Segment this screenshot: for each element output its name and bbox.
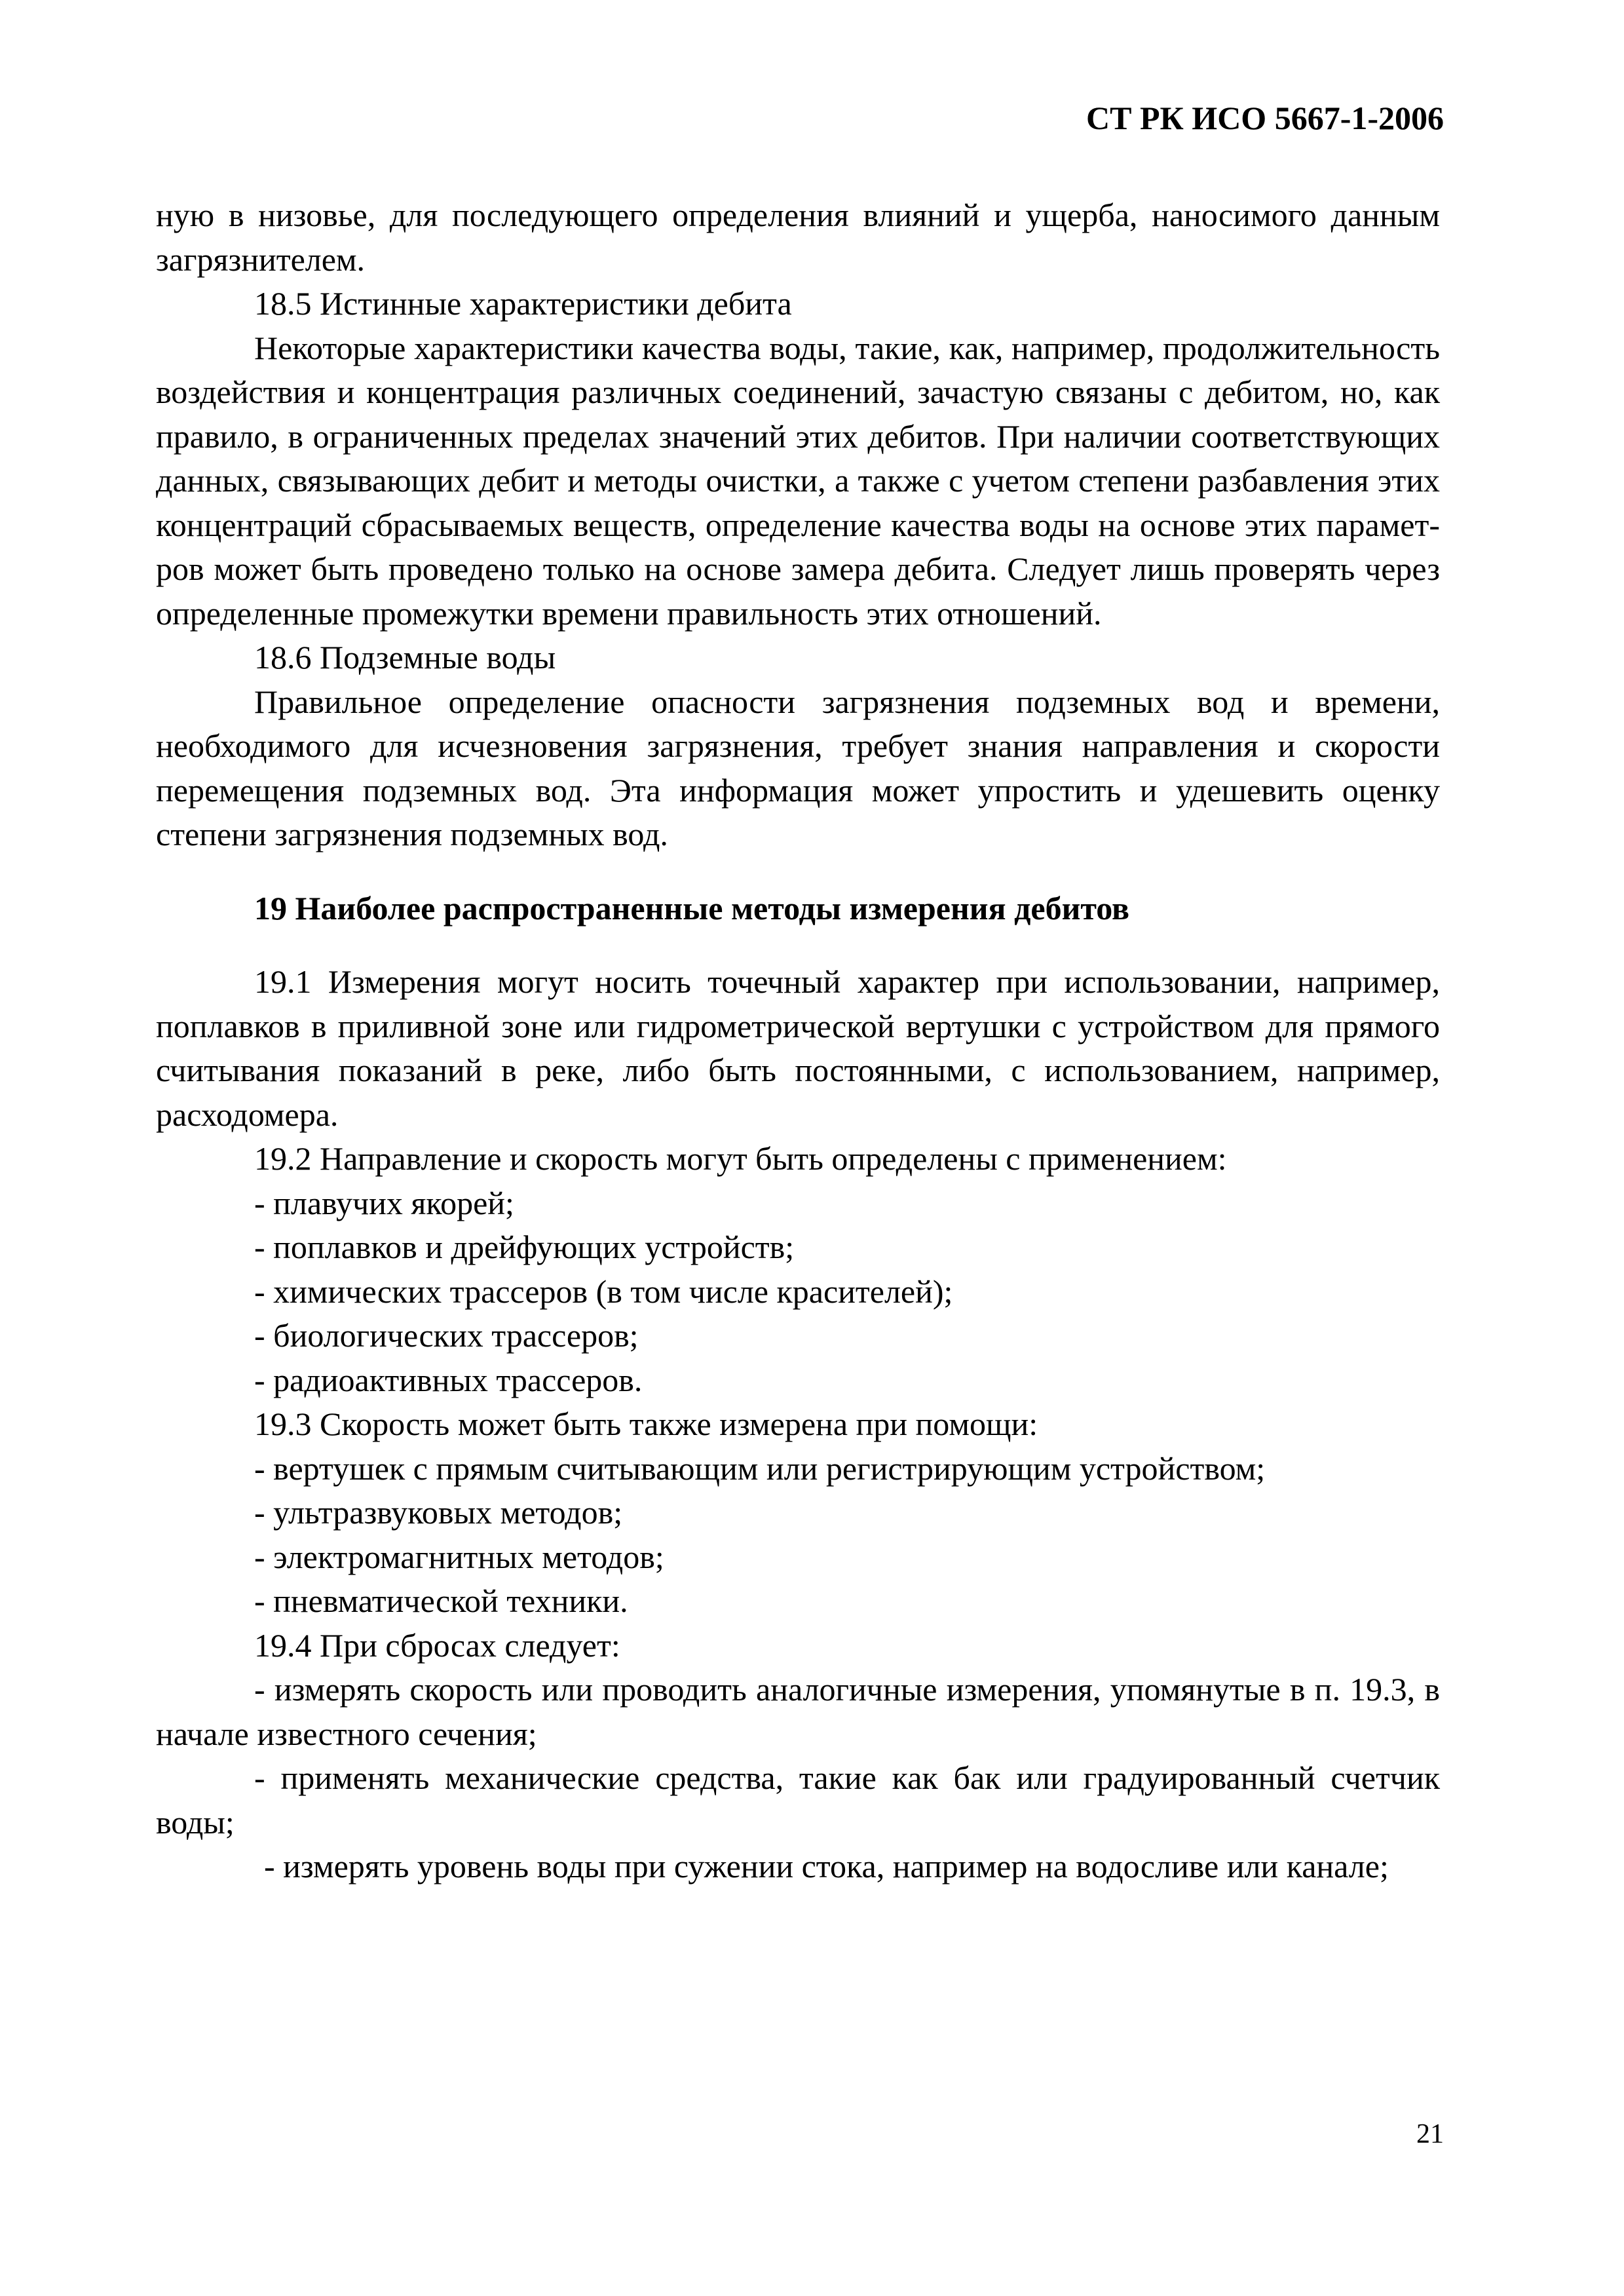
- list-item-19-3-4: - пневматической техники.: [254, 1582, 628, 1619]
- document-body: [156, 193, 1440, 1889]
- paragraph-19-4: 19.4 При сбросах следует:: [254, 1626, 620, 1664]
- section-18-5-title: 18.5 Истинные характеристики дебита: [254, 285, 792, 322]
- list-item-19-2-3: - химических трассеров (в том числе красителей);: [254, 1272, 953, 1310]
- paragraph-intro: ную в низовье, для последующего определения влияний и ущерба, наносимого данным загрязнителем.: [156, 197, 1440, 278]
- paragraph-18-5-body: Некоторые характеристики качества воды, такие, как, например, продолжительность воздействия и концентрация различных соединений, зачастую связаны с дебитом, но, как правило, в ограниченных пределах значений этих дебитов. При наличии соответствующих данных, связывающих дебит и методы очистки, а также с учетом степени разбавления этих концентраций сбрасываемых веществ, определение качества воды на основе этих параметров может быть проведено только на основе замера дебита. Следует лишь проверять через определенные промежутки времени правильность этих отношений.: [156, 329, 1440, 632]
- list-item-19-4-c: - измерять уровень воды при сужении стока, например на водосливе или канале;: [264, 1848, 1389, 1885]
- list-item-19-4-b: - применять механические средства, такие как бак или градуированный счетчик воды;: [156, 1759, 1440, 1841]
- list-item-19-3-3: - электромагнитных методов;: [254, 1538, 664, 1575]
- list-item-19-4-a: - измерять скорость или проводить аналогичные измерения, упомянутые в п. 19.3, в начале известного сечения;: [156, 1671, 1440, 1752]
- list-item-19-2-2: - поплавков и дрейфующих устройств;: [254, 1229, 795, 1265]
- list-item-19-2-5: - радиоактивных трассеров.: [254, 1361, 643, 1398]
- section-18-6-title: 18.6 Подземные воды: [254, 639, 556, 676]
- list-item-19-3-2: - ультразвуковых методов;: [254, 1494, 623, 1531]
- paragraph-19-1: 19.1 Измерения могут носить точечный характер при использовании, например, поплавков в приливной зоне или гидрометрической вертушки с устройством для прямого считывания показаний в реке, либо быть постоянными, с использованием, например, расходомера.: [156, 963, 1440, 1133]
- page-number: 21: [1416, 2119, 1444, 2149]
- paragraph-19-3: 19.3 Скорость может быть также измерена при помощи:: [254, 1406, 1038, 1442]
- section-19-heading: 19 Наиболее распространенные методы измерения дебитов: [254, 889, 1130, 927]
- list-item-19-2-4: - биологических трассеров;: [254, 1317, 639, 1354]
- document-header-id: СТ РК ИСО 5667-1-2006: [1086, 100, 1444, 136]
- list-item-19-2-1: - плавучих якорей;: [254, 1184, 514, 1221]
- list-item-19-3-1: - вертушек с прямым считывающим или регистрирующим устройством;: [254, 1449, 1266, 1487]
- paragraph-19-2: 19.2 Направление и скорость могут быть определены с применением:: [254, 1140, 1227, 1177]
- paragraph-18-6-body: Правильное определение опасности загрязнения подземных вод и времени, необходимого для исчезновения загрязнения, требует знания направления и скорости перемещения подземных вод. Эта информация может упростить и удешевить оценку степени загрязнения подземных вод.: [156, 683, 1440, 852]
